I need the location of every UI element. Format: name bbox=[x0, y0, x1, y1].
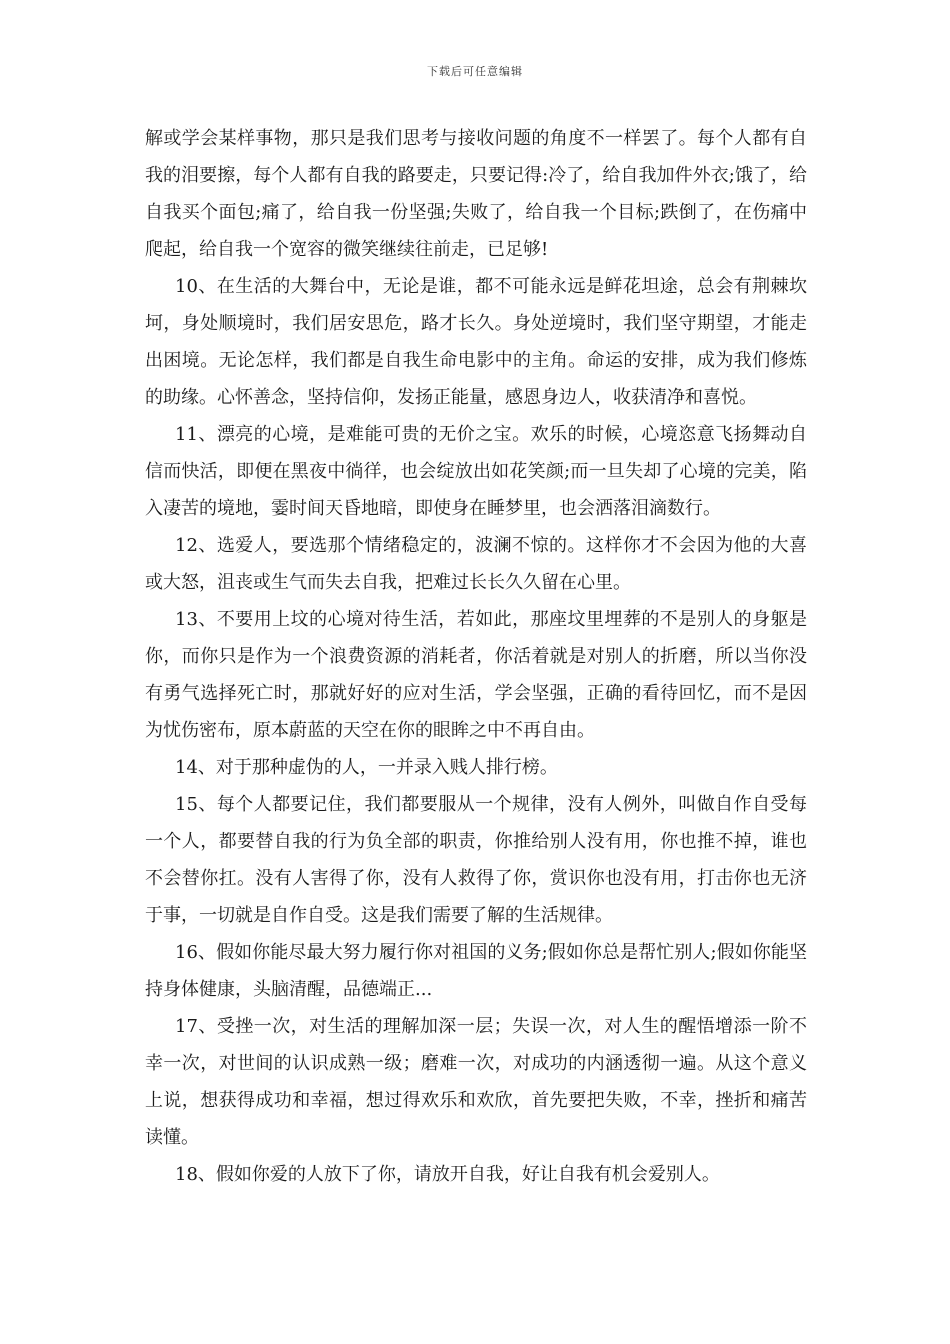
paragraph-continuation: 解或学会某样事物，那只是我们思考与接收问题的角度不一样罢了。每个人都有自我的泪要擦，每个人都有自我的路要走，只要记得:冷了，给自我加件外衣;饿了，给自我买个面包;痛了，给自我一份坚强;失败了，给自我一个目标;跌倒了，在伤痛中爬起，给自我一个宽容的微笑继续往前走，已足够! bbox=[145, 128, 807, 260]
paragraph-item-15: 15、每个人都要记住，我们都要服从一个规律，没有人例外，叫做自作自受每一个人，都要替自我的行为负全部的职责，你推给别人没有用，你也推不掉，谁也不会替你扛。没有人害得了你，没有人救得了你，赏识你也没有用，打击你也无济于事，一切就是自作自受。这是我们需要了解的生活规律。 bbox=[145, 794, 807, 926]
paragraph-item-10: 10、在生活的大舞台中，无论是谁，都不可能永远是鲜花坦途，总会有荆棘坎坷，身处顺境时，我们居安思危，路才长久。身处逆境时，我们坚守期望，才能走出困境。无论怎样，我们都是自我生命电影中的主角。命运的安排，成为我们修炼的助缘。心怀善念，坚持信仰，发扬正能量，感恩身边人，收获清净和喜悦。 bbox=[145, 276, 807, 408]
paragraph-item-18: 18、假如你爱的人放下了你，请放开自我，好让自我有机会爱别人。 bbox=[175, 1164, 720, 1185]
paragraph-item-16: 16、假如你能尽最大努力履行你对祖国的义务;假如你总是帮忙别人;假如你能坚持身体健康，头脑清醒，品德端正... bbox=[145, 942, 807, 1000]
document-body bbox=[145, 120, 807, 1193]
paragraph-item-14: 14、对于那种虚伪的人，一并录入贱人排行榜。 bbox=[175, 757, 558, 778]
paragraph-item-12: 12、选爱人，要选那个情绪稳定的，波澜不惊的。这样你才不会因为他的大喜或大怒，沮丧或生气而失去自我，把难过长长久久留在心里。 bbox=[145, 535, 807, 593]
paragraph-item-11: 11、漂亮的心境，是难能可贵的无价之宝。欢乐的时候，心境恣意飞扬舞动自信而快活，即便在黑夜中徜徉，也会绽放出如花笑颜;而一旦失却了心境的完美，陷入凄苦的境地，霎时间天昏地暗，即使身在睡梦里，也会洒落泪滴数行。 bbox=[145, 424, 807, 519]
paragraph-item-17: 17、受挫一次，对生活的理解加深一层；失误一次，对人生的醒悟增添一阶不幸一次，对世间的认识成熟一级；磨难一次，对成功的内涵透彻一遍。从这个意义上说，想获得成功和幸福，想过得欢乐和欢欣，首先要把失败，不幸，挫折和痛苦读懂。 bbox=[145, 1016, 807, 1148]
page-header: 下载后可任意编辑 bbox=[427, 65, 523, 78]
paragraph-item-13: 13、不要用上坟的心境对待生活，若如此，那座坟里埋葬的不是别人的身躯是你，而你只是作为一个浪费资源的消耗者，你活着就是对别人的折磨，所以当你没有勇气选择死亡时，那就好好的应对生活，学会坚强，正确的看待回忆，而不是因为忧伤密布，原本蔚蓝的天空在你的眼眸之中不再自由。 bbox=[145, 609, 807, 741]
